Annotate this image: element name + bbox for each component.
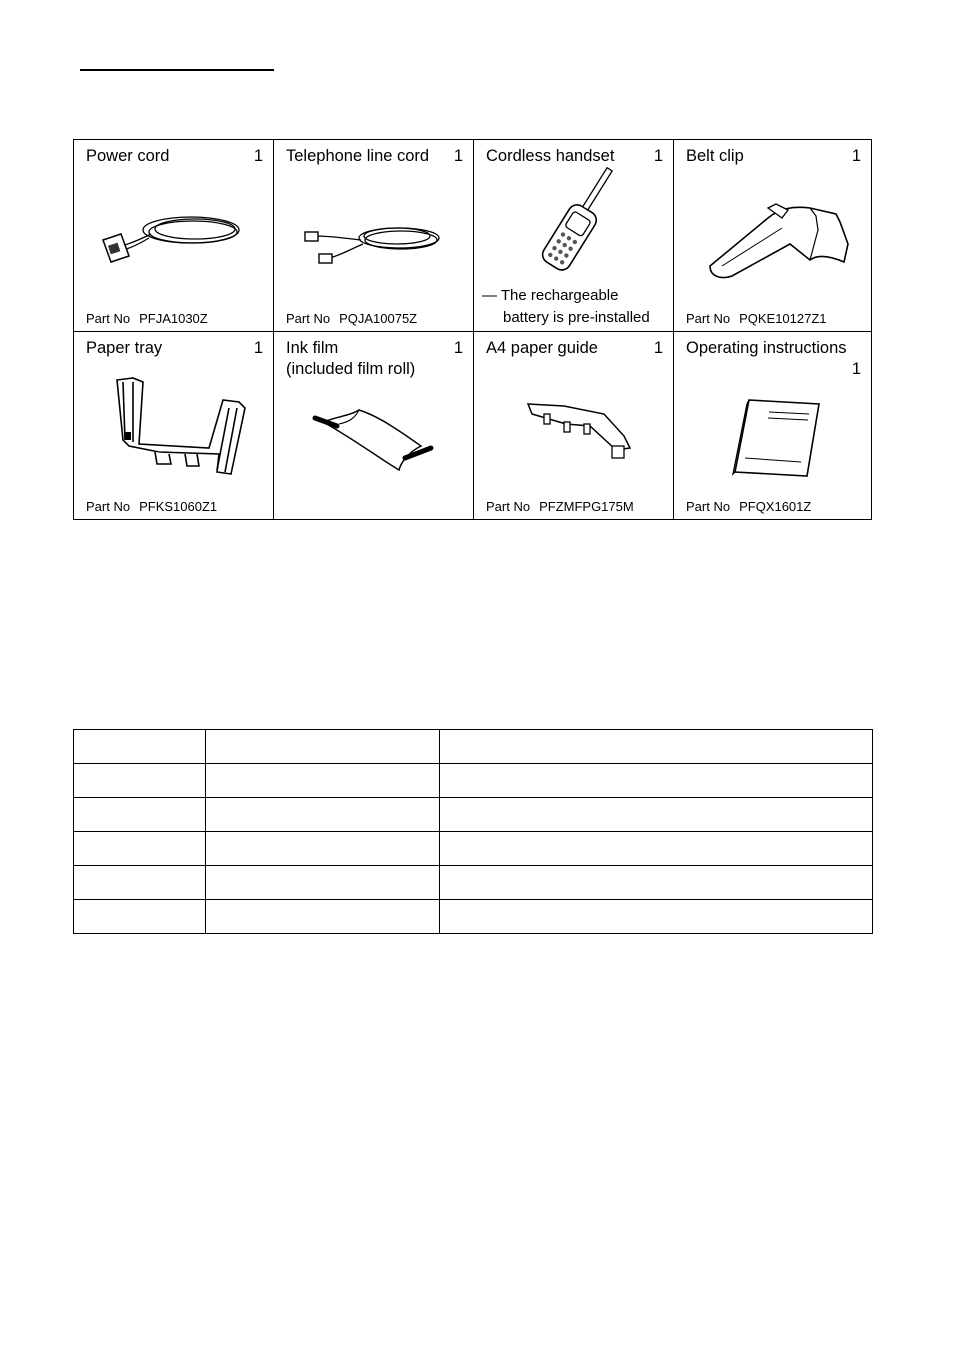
accessory-power-cord bbox=[74, 140, 274, 332]
accessory-belt-clip bbox=[674, 140, 871, 332]
accessory-name: Cordless handset bbox=[486, 147, 615, 165]
table-cell bbox=[440, 900, 873, 934]
part-number: Part No PQKE10127Z1 bbox=[686, 311, 827, 326]
table-cell bbox=[74, 832, 206, 866]
battery-note: — The rechargeable battery is pre-installed bbox=[482, 287, 650, 326]
accessory-name: Ink film (included film roll) bbox=[286, 339, 416, 378]
accessory-quantity: 1 bbox=[851, 147, 861, 165]
manual-booklet-icon bbox=[674, 394, 871, 484]
table-cell bbox=[206, 798, 440, 832]
accessory-name: Operating instructions bbox=[686, 339, 847, 357]
table-cell bbox=[206, 832, 440, 866]
paper-guide-icon bbox=[474, 400, 673, 470]
accessory-name: Paper tray bbox=[86, 339, 163, 357]
accessory-quantity: 1 bbox=[653, 147, 663, 165]
accessory-quantity: 1 bbox=[453, 339, 463, 357]
table-row bbox=[74, 832, 873, 866]
table-cell bbox=[440, 798, 873, 832]
accessory-operating-instructions bbox=[674, 332, 871, 519]
cordless-handset-icon bbox=[474, 182, 673, 282]
table-cell bbox=[74, 764, 206, 798]
table-cell bbox=[440, 730, 873, 764]
accessory-quantity: 1 bbox=[253, 339, 263, 357]
table-cell bbox=[206, 730, 440, 764]
table-cell bbox=[206, 764, 440, 798]
accessory-quantity: 1 bbox=[253, 147, 263, 165]
part-number: Part No PFJA1030Z bbox=[86, 311, 208, 326]
table-cell bbox=[206, 866, 440, 900]
table-row bbox=[74, 900, 873, 934]
table-row bbox=[74, 764, 873, 798]
accessory-paper-tray bbox=[74, 332, 274, 519]
table-cell bbox=[74, 866, 206, 900]
part-number: Part No PFKS1060Z1 bbox=[86, 499, 218, 514]
accessory-name: Telephone line cord bbox=[286, 147, 430, 165]
table-cell bbox=[74, 900, 206, 934]
accessory-name: A4 paper guide bbox=[486, 339, 598, 357]
table-cell bbox=[74, 730, 206, 764]
telephone-line-cord-icon bbox=[274, 212, 473, 272]
table-cell bbox=[440, 866, 873, 900]
accessory-name: Power cord bbox=[86, 147, 170, 165]
accessory-quantity: 1 bbox=[851, 360, 861, 378]
table-cell bbox=[440, 764, 873, 798]
accessory-name: Belt clip bbox=[686, 147, 744, 165]
part-number: Part No PQJA10075Z bbox=[286, 311, 418, 326]
table-row bbox=[74, 866, 873, 900]
accessory-quantity: 1 bbox=[653, 339, 663, 357]
paper-tray-icon bbox=[74, 374, 273, 484]
accessory-quantity: 1 bbox=[453, 147, 463, 165]
accessory-cordless-handset bbox=[474, 140, 674, 332]
accessory-a4-paper-guide bbox=[474, 332, 674, 519]
table-cell bbox=[74, 798, 206, 832]
table-row bbox=[74, 730, 873, 764]
part-number: Part No PFQX1601Z bbox=[686, 499, 812, 514]
heading-underline bbox=[80, 69, 274, 71]
ink-film-icon bbox=[274, 406, 473, 476]
empty-table bbox=[73, 729, 873, 934]
table-cell bbox=[440, 832, 873, 866]
accessories-grid bbox=[73, 139, 872, 520]
accessory-ink-film bbox=[274, 332, 474, 519]
table-cell bbox=[206, 900, 440, 934]
power-cord-icon bbox=[74, 204, 273, 274]
table-row bbox=[74, 798, 873, 832]
belt-clip-icon bbox=[674, 200, 871, 280]
accessory-telephone-line-cord bbox=[274, 140, 474, 332]
part-number: Part No PFZMFPG175M bbox=[486, 499, 634, 514]
